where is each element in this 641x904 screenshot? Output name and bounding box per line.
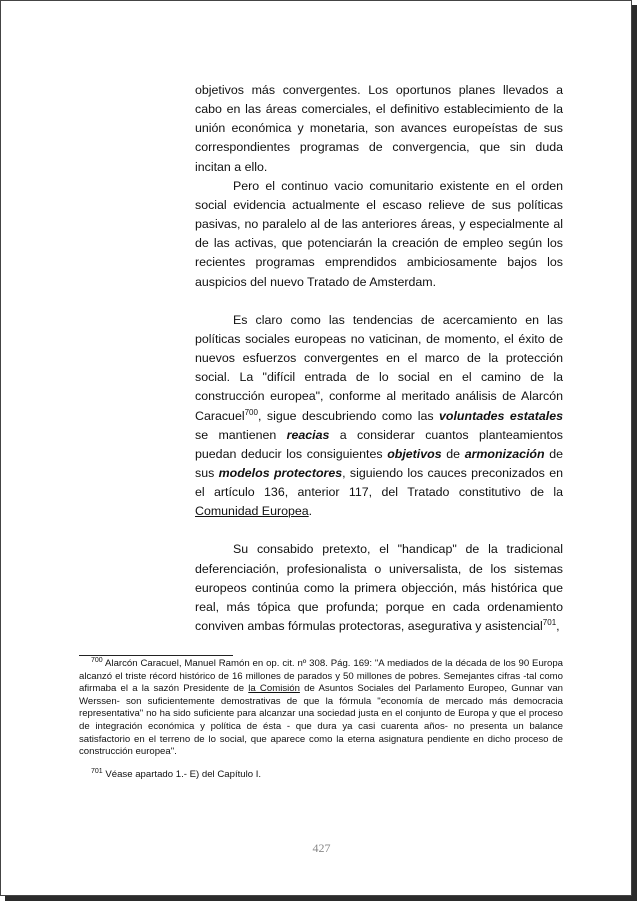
footnote-700: $^{700}$ Alarcón Caracuel, Manuel Ramón en op. cit. nº 308. Pág. 169: "A mediados de la década de los 90 Europa alcanzó el triste récord histórico de 16 millones de parados y 50 millones de pobres. Semejantes cifras -tal como afirmaba el a la sazón Presidente de la Comisión de Asuntos Sociales del Parlamento Europeo, Gunnar van Werssen- son suficientemente demostrativas de que la fórmula "economía de mercado más democracia representativa" no ha sido suficiente para alcanzar una sociedad justa en el conjunto de Europa y que el proceso de integración económica y política de ésta - que dura ya casi cuarenta años- no presenta un balance satisfactorio en el terreno de lo social, que aparece como la eterna asignatura pendiente en dicho proceso de construcción europea". <box>79 657 563 758</box>
comunidad-europea-link: Comunidad Europea <box>195 504 309 519</box>
footnotes <box>79 658 563 781</box>
comision-link: la Comisión <box>248 683 300 695</box>
paragraph-1: objetivos más convergentes. Los oportunos planes llevados a cabo en las áreas comerciales, el definitivo establecimiento de la unión económica y monetaria, son avances europeístas de sus correspondientes programas de convergencia, que sin duda incitan a ello. <box>195 83 563 174</box>
page-number: 427 <box>312 841 331 855</box>
emphasis-voluntades: voluntades estatales <box>439 408 563 423</box>
emphasis-armonizacion: armonización <box>464 446 545 461</box>
emphasis-modelos: modelos protectores <box>218 465 343 480</box>
paragraph-2: Pero el continuo vacio comunitario existente en el orden social evidencia actualmente el escaso relieve de sus políticas pasivas, no paralelo al de las anteriores áreas, y especialmente al de las activas, que potenciarán la creación de empleo según los recientes programas emprendidos ambiciosamente bajos los auspicios del nuevo Tratado de Amsterdam. <box>195 178 563 289</box>
footnote-separator <box>79 655 233 656</box>
footnote-number: 701 <box>91 767 103 775</box>
emphasis-reacias: reacias <box>286 427 330 442</box>
footnote-ref-701[interactable]: 701 <box>542 618 557 628</box>
footnote-701: $^{701}$ Véase apartado 1.- E) del Capítulo I. <box>91 767 262 780</box>
footnote-ref-700[interactable]: 700 <box>244 407 258 417</box>
paragraph-4: Su consabido pretexto, el "handicap" de la tradicional deferenciación, profesionalista o universalista, de los sistemas europeos continúa como la primera objección, más histórica que real, más tópica que profunda; porque en cada ordenamiento conviven ambas fórmulas protectoras, asegurativa y asistencial$^{701}$, <box>195 542 563 634</box>
footnote-number: 700 <box>91 657 103 664</box>
emphasis-objetivos: objetivos <box>387 446 442 461</box>
body-text <box>195 81 563 636</box>
paragraph-3: Es claro como las tendencias de acercamiento en las políticas sociales europeas no vaticinan, de momento, el éxito de nuevos esfuerzos convergentes en el marco de la protección social. La "difícil entrada de lo social en el camino de la construcción europea", conforme al meritado análisis de Alarcón Caracuel$^{700}$, sigue descubriendo como las voluntades estatales se mantienen reacias a considerar cuantos planteamientos puedan deducir los consiguientes objetivos de armonización de sus modelos protectores, siguiendo los cauces preconizados en el artículo 136, anterior 117, del Tratado constitutivo de la Comunidad Europea. <box>195 312 563 519</box>
